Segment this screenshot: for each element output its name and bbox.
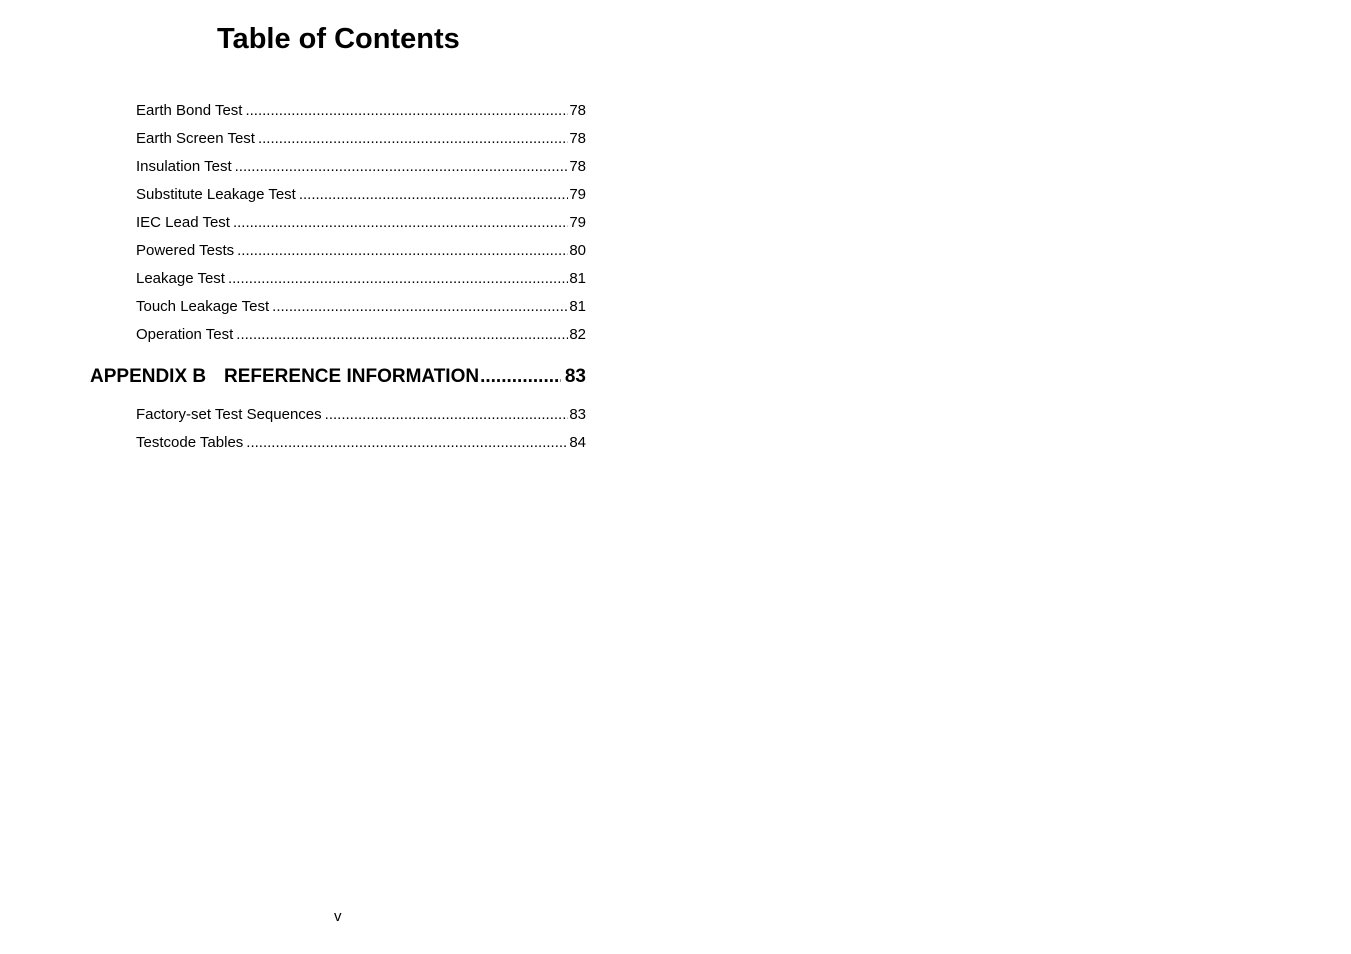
- toc-entry-page: 83: [569, 406, 586, 423]
- toc-entry-label: Leakage Test: [136, 270, 225, 287]
- toc-appendix-b-heading[interactable]: [90, 364, 586, 390]
- toc-dot-leader: [246, 433, 568, 453]
- toc-entry-page: 78: [569, 102, 586, 119]
- toc-dot-leader: [245, 101, 568, 121]
- toc-entry-page: 78: [569, 130, 586, 147]
- toc-entry-label: Factory-set Test Sequences: [136, 406, 322, 423]
- toc-entry-label: Insulation Test: [136, 158, 232, 175]
- toc-dot-leader: [236, 325, 568, 345]
- toc-entry-powered-tests[interactable]: [136, 241, 586, 269]
- toc-entry-page: 79: [569, 214, 586, 231]
- toc-entry-page: 81: [569, 298, 586, 315]
- toc-entry-label: Earth Screen Test: [136, 130, 255, 147]
- toc-dot-leader: [258, 129, 568, 149]
- toc-entry-earth-bond-test[interactable]: [136, 101, 586, 129]
- appendix-label: REFERENCE INFORMATION: [224, 366, 480, 387]
- toc-dot-leader: [299, 185, 568, 205]
- toc-appendix-b-list: [136, 405, 586, 461]
- toc-entry-page: 81: [569, 270, 586, 287]
- toc-entry-iec-lead-test[interactable]: [136, 213, 586, 241]
- toc-dot-leader: [325, 405, 569, 425]
- toc-entry-label: IEC Lead Test: [136, 214, 230, 231]
- toc-dot-leader: [228, 269, 568, 289]
- page-number: v: [334, 908, 342, 925]
- toc-entry-page: 84: [569, 434, 586, 451]
- toc-dot-leader: [233, 213, 568, 233]
- toc-entry-page: 80: [569, 242, 586, 259]
- toc-entry-insulation-test[interactable]: [136, 157, 586, 185]
- page-title: Table of Contents: [217, 23, 460, 55]
- toc-entry-touch-leakage-test[interactable]: [136, 297, 586, 325]
- toc-entry-label: Testcode Tables: [136, 434, 244, 451]
- toc-dot-leader: [480, 364, 561, 390]
- toc-entry-label: Touch Leakage Test: [136, 298, 270, 315]
- appendix-page: 83: [564, 366, 586, 387]
- toc-dot-leader: [237, 241, 568, 261]
- toc-entry-factory-set-test-sequences[interactable]: [136, 405, 586, 433]
- toc-section-list: [136, 101, 586, 353]
- toc-entry-label: Earth Bond Test: [136, 102, 243, 119]
- appendix-number: APPENDIX B: [90, 366, 207, 387]
- toc-entry-page: 78: [569, 158, 586, 175]
- toc-entry-label: Powered Tests: [136, 242, 235, 259]
- toc-entry-label: Operation Test: [136, 326, 234, 343]
- toc-entry-label: Substitute Leakage Test: [136, 186, 296, 203]
- toc-entry-page: 82: [569, 326, 586, 343]
- toc-entry-leakage-test[interactable]: [136, 269, 586, 297]
- toc-dot-leader: [235, 157, 569, 177]
- toc-entry-page: 79: [569, 186, 586, 203]
- toc-entry-substitute-leakage-test[interactable]: [136, 185, 586, 213]
- toc-entry-testcode-tables[interactable]: [136, 433, 586, 461]
- toc-entry-earth-screen-test[interactable]: [136, 129, 586, 157]
- toc-entry-operation-test[interactable]: [136, 325, 586, 353]
- toc-dot-leader: [272, 297, 568, 317]
